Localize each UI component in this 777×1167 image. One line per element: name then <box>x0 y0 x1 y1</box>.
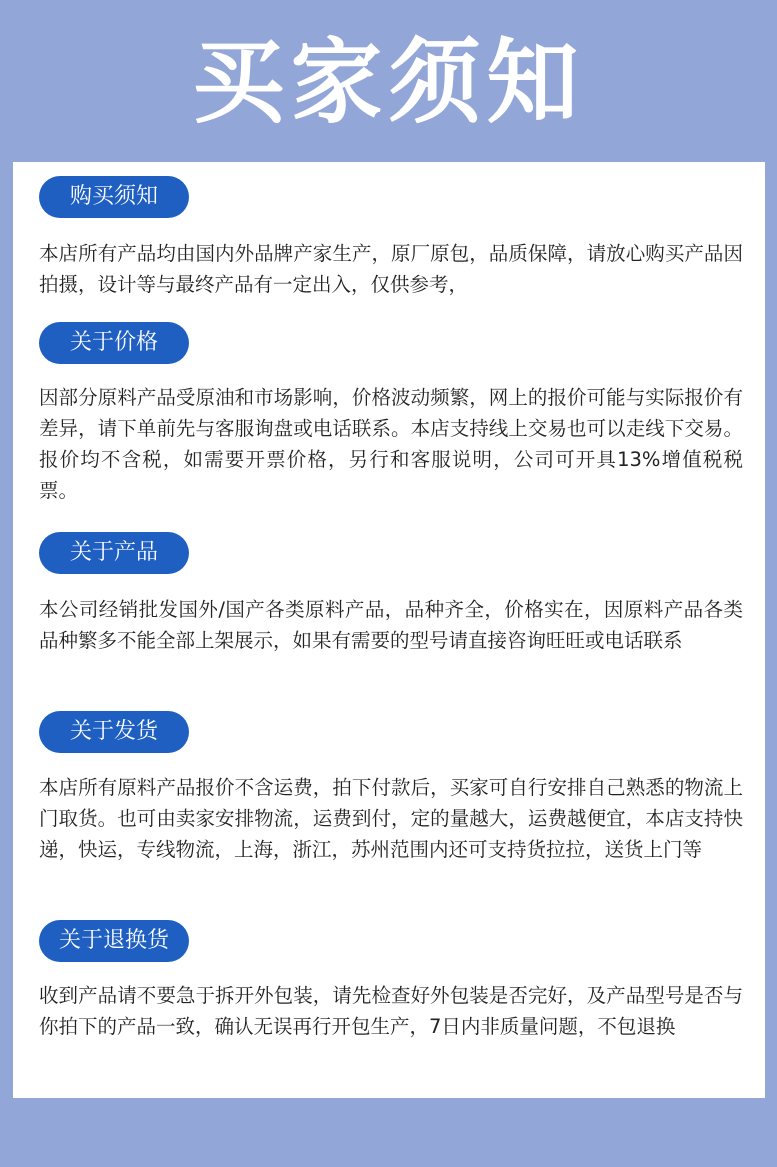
notice-card <box>13 162 765 1098</box>
page-title: 买家须知 <box>192 29 585 136</box>
section-label-purchase: 购买须知 <box>39 176 189 218</box>
section-label-price: 关于价格 <box>39 322 189 364</box>
section-text-purchase: 本店所有产品均由国内外品牌产家生产，原厂原包，品质保障，请放心购买产品因拍摄，设计等与最终产品有一定出入，仅供参考， <box>39 242 743 296</box>
section-label-product: 关于产品 <box>39 532 189 574</box>
section-text-product: 本公司经销批发国外/国产各类原料产品，品种齐全，价格实在，因原料产品各类品种繁多不能全部上架展示，如果有需要的型号请直接咨询旺旺或电话联系 <box>39 598 743 652</box>
section-text-shipping: 本店所有原料产品报价不含运费，拍下付款后，买家可自行安排自己熟悉的物流上门取货。也可由卖家安排物流，运费到付，定的量越大，运费越便宜，本店支持快递，快运，专线物流，上海，浙江，苏州范围内还可支持货拉拉，送货上门等 <box>39 776 743 861</box>
section-label-shipping: 关于发货 <box>39 711 189 753</box>
section-text-price: 因部分原料产品受原油和市场影响，价格波动频繁，网上的报价可能与实际报价有差异，请下单前先与客服询盘或电话联系。本店支持线上交易也可以走线下交易。报价均不含税，如需要开票价格，另行和客服说明，公司可开具13%增值税税票。 <box>39 386 743 502</box>
section-label-returns: 关于退换货 <box>39 920 189 962</box>
section-text-returns: 收到产品请不要急于拆开外包装，请先检查好外包装是否完好，及产品型号是否与你拍下的产品一致，确认无误再行开包生产，7日内非质量问题，不包退换 <box>39 984 743 1038</box>
